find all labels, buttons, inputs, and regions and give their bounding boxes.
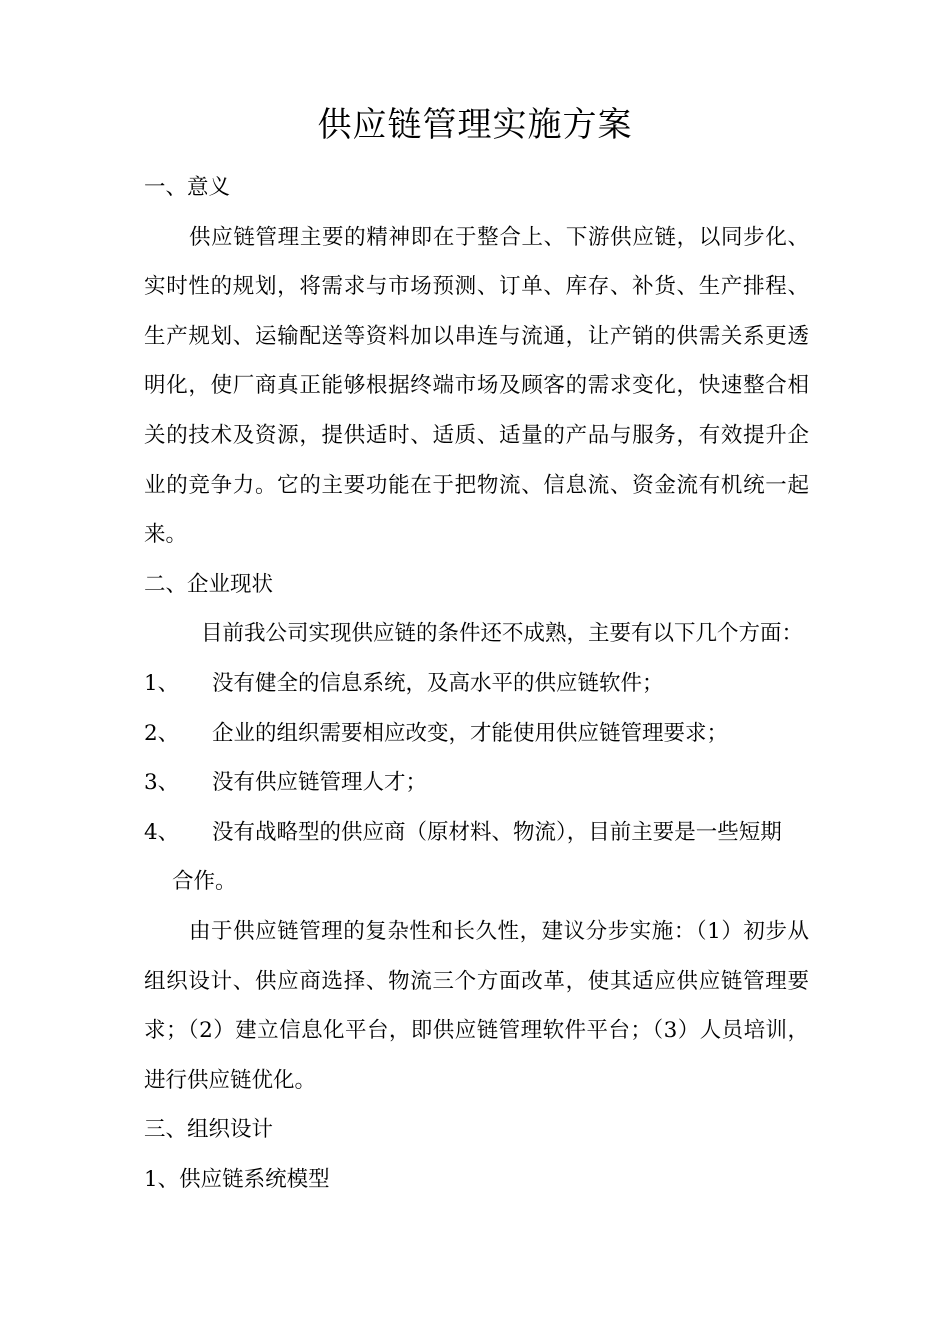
document-title: 供应链管理实施方案 xyxy=(317,105,633,145)
list-item-text: 没有健全的信息系统，及高水平的供应链软件； xyxy=(212,670,664,696)
section-heading-significance: 一、意义 xyxy=(144,175,231,200)
list-item-number: 2、 xyxy=(144,720,180,746)
list-item-text: 没有战略型的供应商（原材料、物流），目前主要是一些短期 xyxy=(212,819,782,845)
list-item-text-continued: 合作。 xyxy=(172,869,237,895)
section-heading-org-design: 三、组织设计 xyxy=(144,1117,274,1143)
list-item-text: 没有供应链管理人才； xyxy=(212,770,428,796)
list-item xyxy=(144,709,809,759)
list-item xyxy=(144,758,809,808)
list-item xyxy=(144,659,809,709)
document-body xyxy=(144,163,809,1204)
list-item-number: 1、 xyxy=(144,670,180,696)
list-item-number: 4、 xyxy=(144,819,180,845)
list-item-text: 企业的组织需要相应改变，才能使用供应链管理要求； xyxy=(212,720,729,746)
subsection-heading-system-model: 1、供应链系统模型 xyxy=(144,1166,330,1192)
list-item xyxy=(144,808,809,907)
list-item-number: 3、 xyxy=(144,770,180,796)
section-heading-status: 二、企业现状 xyxy=(144,571,274,597)
paragraph-significance: 供应链管理主要的精神即在于整合上、下游供应链，以同步化、实时性的规划，将需求与市场预测、订单、库存、补货、生产排程、生产规划、运输配送等资料加以串连与流通，让产销的供需关系更透明化，使厂商真正能够根据终端市场及顾客的需求变化，快速整合相关的技术及资源，提供适时、适质、适量的产品与服务，有效提升企业的竞争力。它的主要功能在于把物流、信息流、资金流有机统一起来。 xyxy=(144,224,809,548)
paragraph-status-intro: 目前我公司实现供应链的条件还不成熟，主要有以下几个方面： xyxy=(201,621,804,647)
paragraph-implementation-plan: 由于供应链管理的复杂性和长久性，建议分步实施：（1）初步从组织设计、供应商选择、物流三个方面改革，使其适应供应链管理要求；（2）建立信息化平台，即供应链管理软件平台；（3）人员培训，进行供应链优化。 xyxy=(144,918,809,1093)
